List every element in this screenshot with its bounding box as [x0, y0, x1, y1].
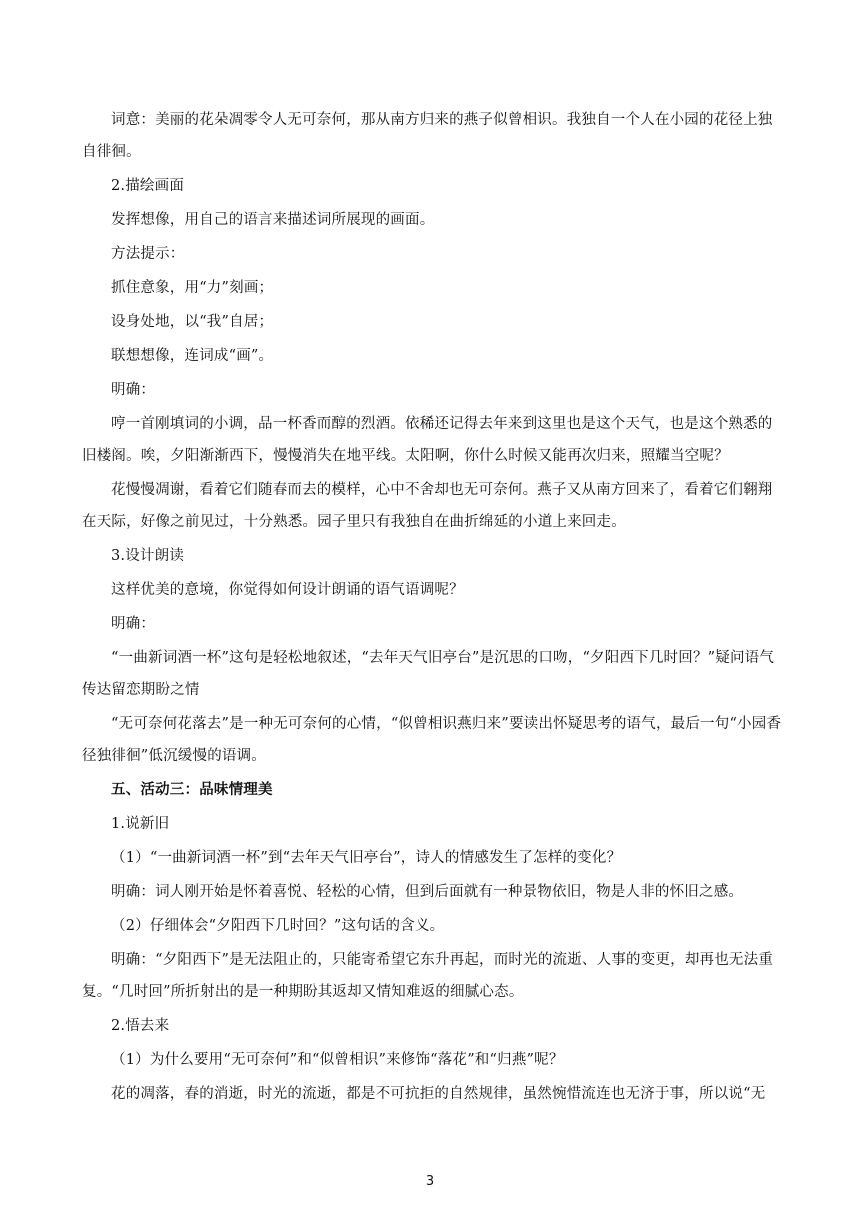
- paragraph: 设身处地，以“我”自居；: [111, 314, 274, 330]
- paragraph: 这样优美的意境，你觉得如何设计朗诵的语气语调呢？: [111, 582, 464, 598]
- paragraph: 抓住意象，用“力”刻画；: [111, 280, 274, 296]
- document-body: [82, 104, 782, 1112]
- paragraph: 明确：: [111, 382, 156, 398]
- question: （2）仔细体会“夕阳西下几时回？”这句话的含义。: [111, 918, 445, 934]
- paragraph: 明确：“夕阳西下”是无法阻止的，只能寄希望它东升再起，而时光的流逝、人事的变更，却再也无法重复。“几时回”所折射出的是一种期盼其返却又情知难返的细腻心态。: [82, 952, 774, 1000]
- paragraph: 发挥想像，用自己的语言来描述词所展现的画面。: [111, 212, 435, 228]
- heading-describe-scene: 2.描绘画面: [111, 178, 185, 194]
- section-heading-activity-three: 五、活动三：品味情理美: [111, 782, 273, 798]
- heading-come-go: 2.悟去来: [111, 1018, 170, 1034]
- paragraph: 明确：: [111, 616, 156, 632]
- paragraph: 哼一首刚填词的小调，品一杯香而醇的烈酒。依稀还记得去年来到这里也是这个天气，也是这个熟悉的旧楼阁。唉，夕阳渐渐西下，慢慢消失在地平线。太阳啊，你什么时候又能再次归来，照耀当空呢？: [82, 416, 773, 464]
- paragraph: 联想想像，连词成“画”。: [111, 348, 274, 364]
- paragraph: “一曲新词酒一杯”这句是轻松地叙述，“去年天气旧亭台”是沉思的口吻，“夕阳西下几时回？”疑问语气传达留恋期盼之情: [82, 650, 775, 698]
- paragraph: 花慢慢凋谢，看着它们随春而去的模样，心中不舍却也无可奈何。燕子又从南方回来了，看着它们翱翔在天际，好像之前见过，十分熟悉。园子里只有我独自在曲折绵延的小道上来回走。: [82, 482, 773, 530]
- paragraph: 方法提示：: [111, 246, 185, 262]
- paragraph: 明确：词人刚开始是怀着喜悦、轻松的心情，但到后面就有一种景物依旧，物是人非的怀旧之感。: [111, 884, 744, 900]
- heading-new-old: 1.说新旧: [111, 816, 170, 832]
- question: （1）为什么要用“无可奈何”和“似曾相识”来修饰“落花”和“归燕”呢？: [111, 1052, 564, 1068]
- heading-design-reading: 3.设计朗读: [111, 548, 185, 564]
- paragraph: 花的凋落，春的消逝，时光的流逝，都是不可抗拒的自然规律，虽然惋惜流连也无济于事，所以说“无: [111, 1086, 766, 1102]
- paragraph: “无可奈何花落去”是一种无可奈何的心情，“似曾相识燕归来”要读出怀疑思考的语气，最后一句“小园香径独徘徊”低沉缓慢的语调。: [82, 716, 782, 764]
- question: （1）“一曲新词酒一杯”到“去年天气旧亭台”，诗人的情感发生了怎样的变化？: [111, 850, 622, 866]
- paragraph-ci-yi: 词意：美丽的花朵凋零令人无可奈何，那从南方归来的燕子似曾相识。我独自一个人在小园的花径上独自徘徊。: [82, 112, 773, 160]
- page-number: 3: [425, 1174, 435, 1189]
